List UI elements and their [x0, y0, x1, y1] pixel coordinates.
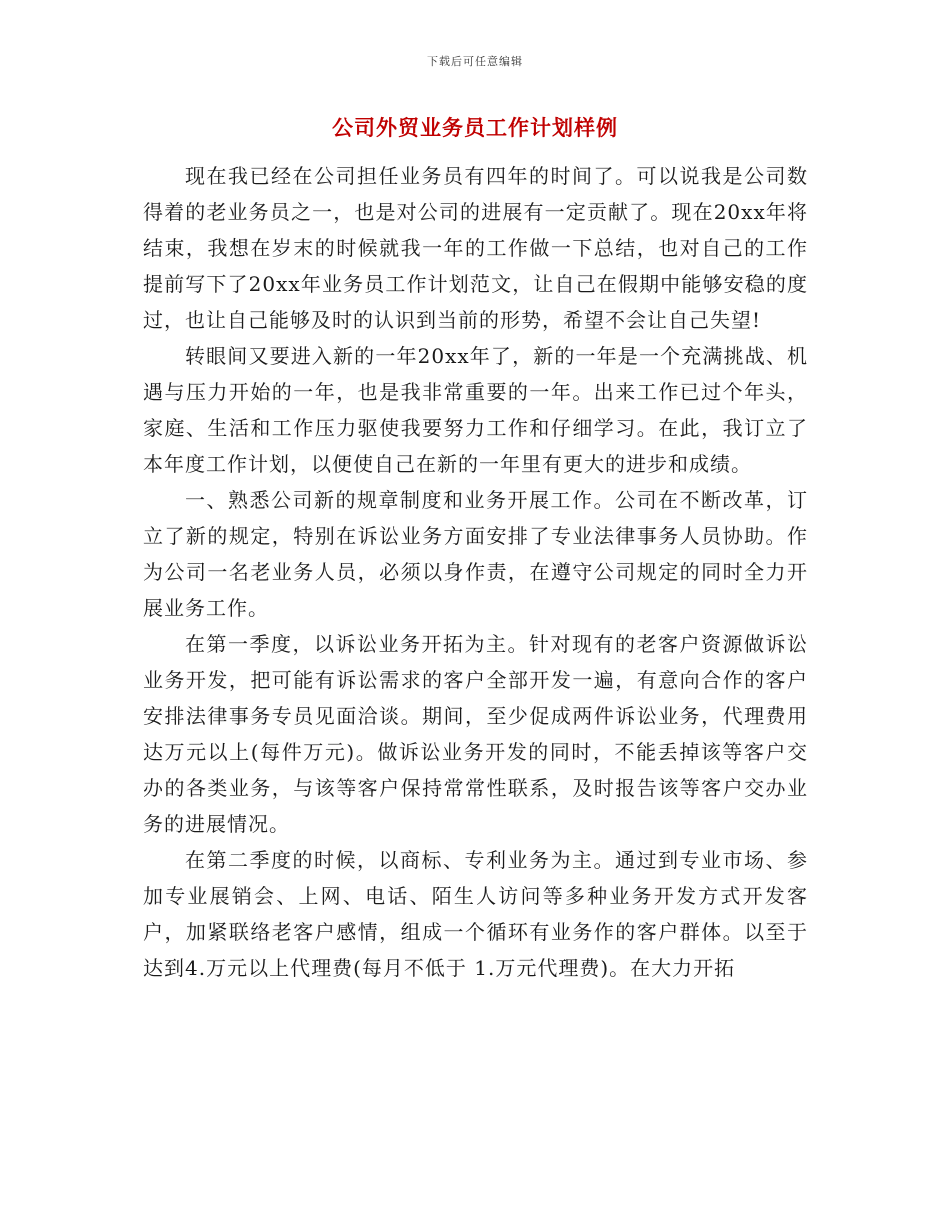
paragraph: 现在我已经在公司担任业务员有四年的时间了。可以说我是公司数得着的老业务员之一，也是对公司的进展有一定贡献了。现在20xx年将结束，我想在岁末的时候就我一年的工作做一下总结，也对自己的工作提前写下了20xx年业务员工作计划范文，让自己在假期中能够安稳的度过，也让自己能够及时的认识到当前的形势，希望不会让自己失望!	[143, 164, 808, 332]
paragraph: 转眼间又要进入新的一年20xx年了，新的一年是一个充满挑战、机遇与压力开始的一年，也是我非常重要的一年。出来工作已过个年头，家庭、生活和工作压力驱使我要努力工作和仔细学习。在此，我订立了本年度工作计划，以便使自己在新的一年里有更大的进步和成绩。	[143, 344, 808, 476]
document-title: 公司外贸业务员工作计划样例	[332, 115, 618, 140]
document-body	[143, 158, 808, 986]
paragraph: 在第二季度的时候，以商标、专利业务为主。通过到专业市场、参加专业展销会、上网、电话、陌生人访问等多种业务开发方式开发客户，加紧联络老客户感情，组成一个循环有业务作的客户群体。以至于达到4.万元以上代理费(每月不低于 1.万元代理费)。在大力开拓	[143, 848, 808, 980]
paragraph: 在第一季度，以诉讼业务开拓为主。针对现有的老客户资源做诉讼业务开发，把可能有诉讼需求的客户全部开发一遍，有意向合作的客户安排法律事务专员见面洽谈。期间，至少促成两件诉讼业务，代理费用达万元以上(每件万元)。做诉讼业务开发的同时，不能丢掉该等客户交办的各类业务，与该等客户保持常常性联系，及时报告该等客户交办业务的进展情况。	[143, 632, 808, 836]
header-note: 下载后可任意编辑	[427, 55, 523, 68]
paragraph: 一、熟悉公司新的规章制度和业务开展工作。公司在不断改革，订立了新的规定，特别在诉讼业务方面安排了专业法律事务人员协助。作为公司一名老业务人员，必须以身作责，在遵守公司规定的同时全力开展业务工作。	[143, 488, 808, 620]
